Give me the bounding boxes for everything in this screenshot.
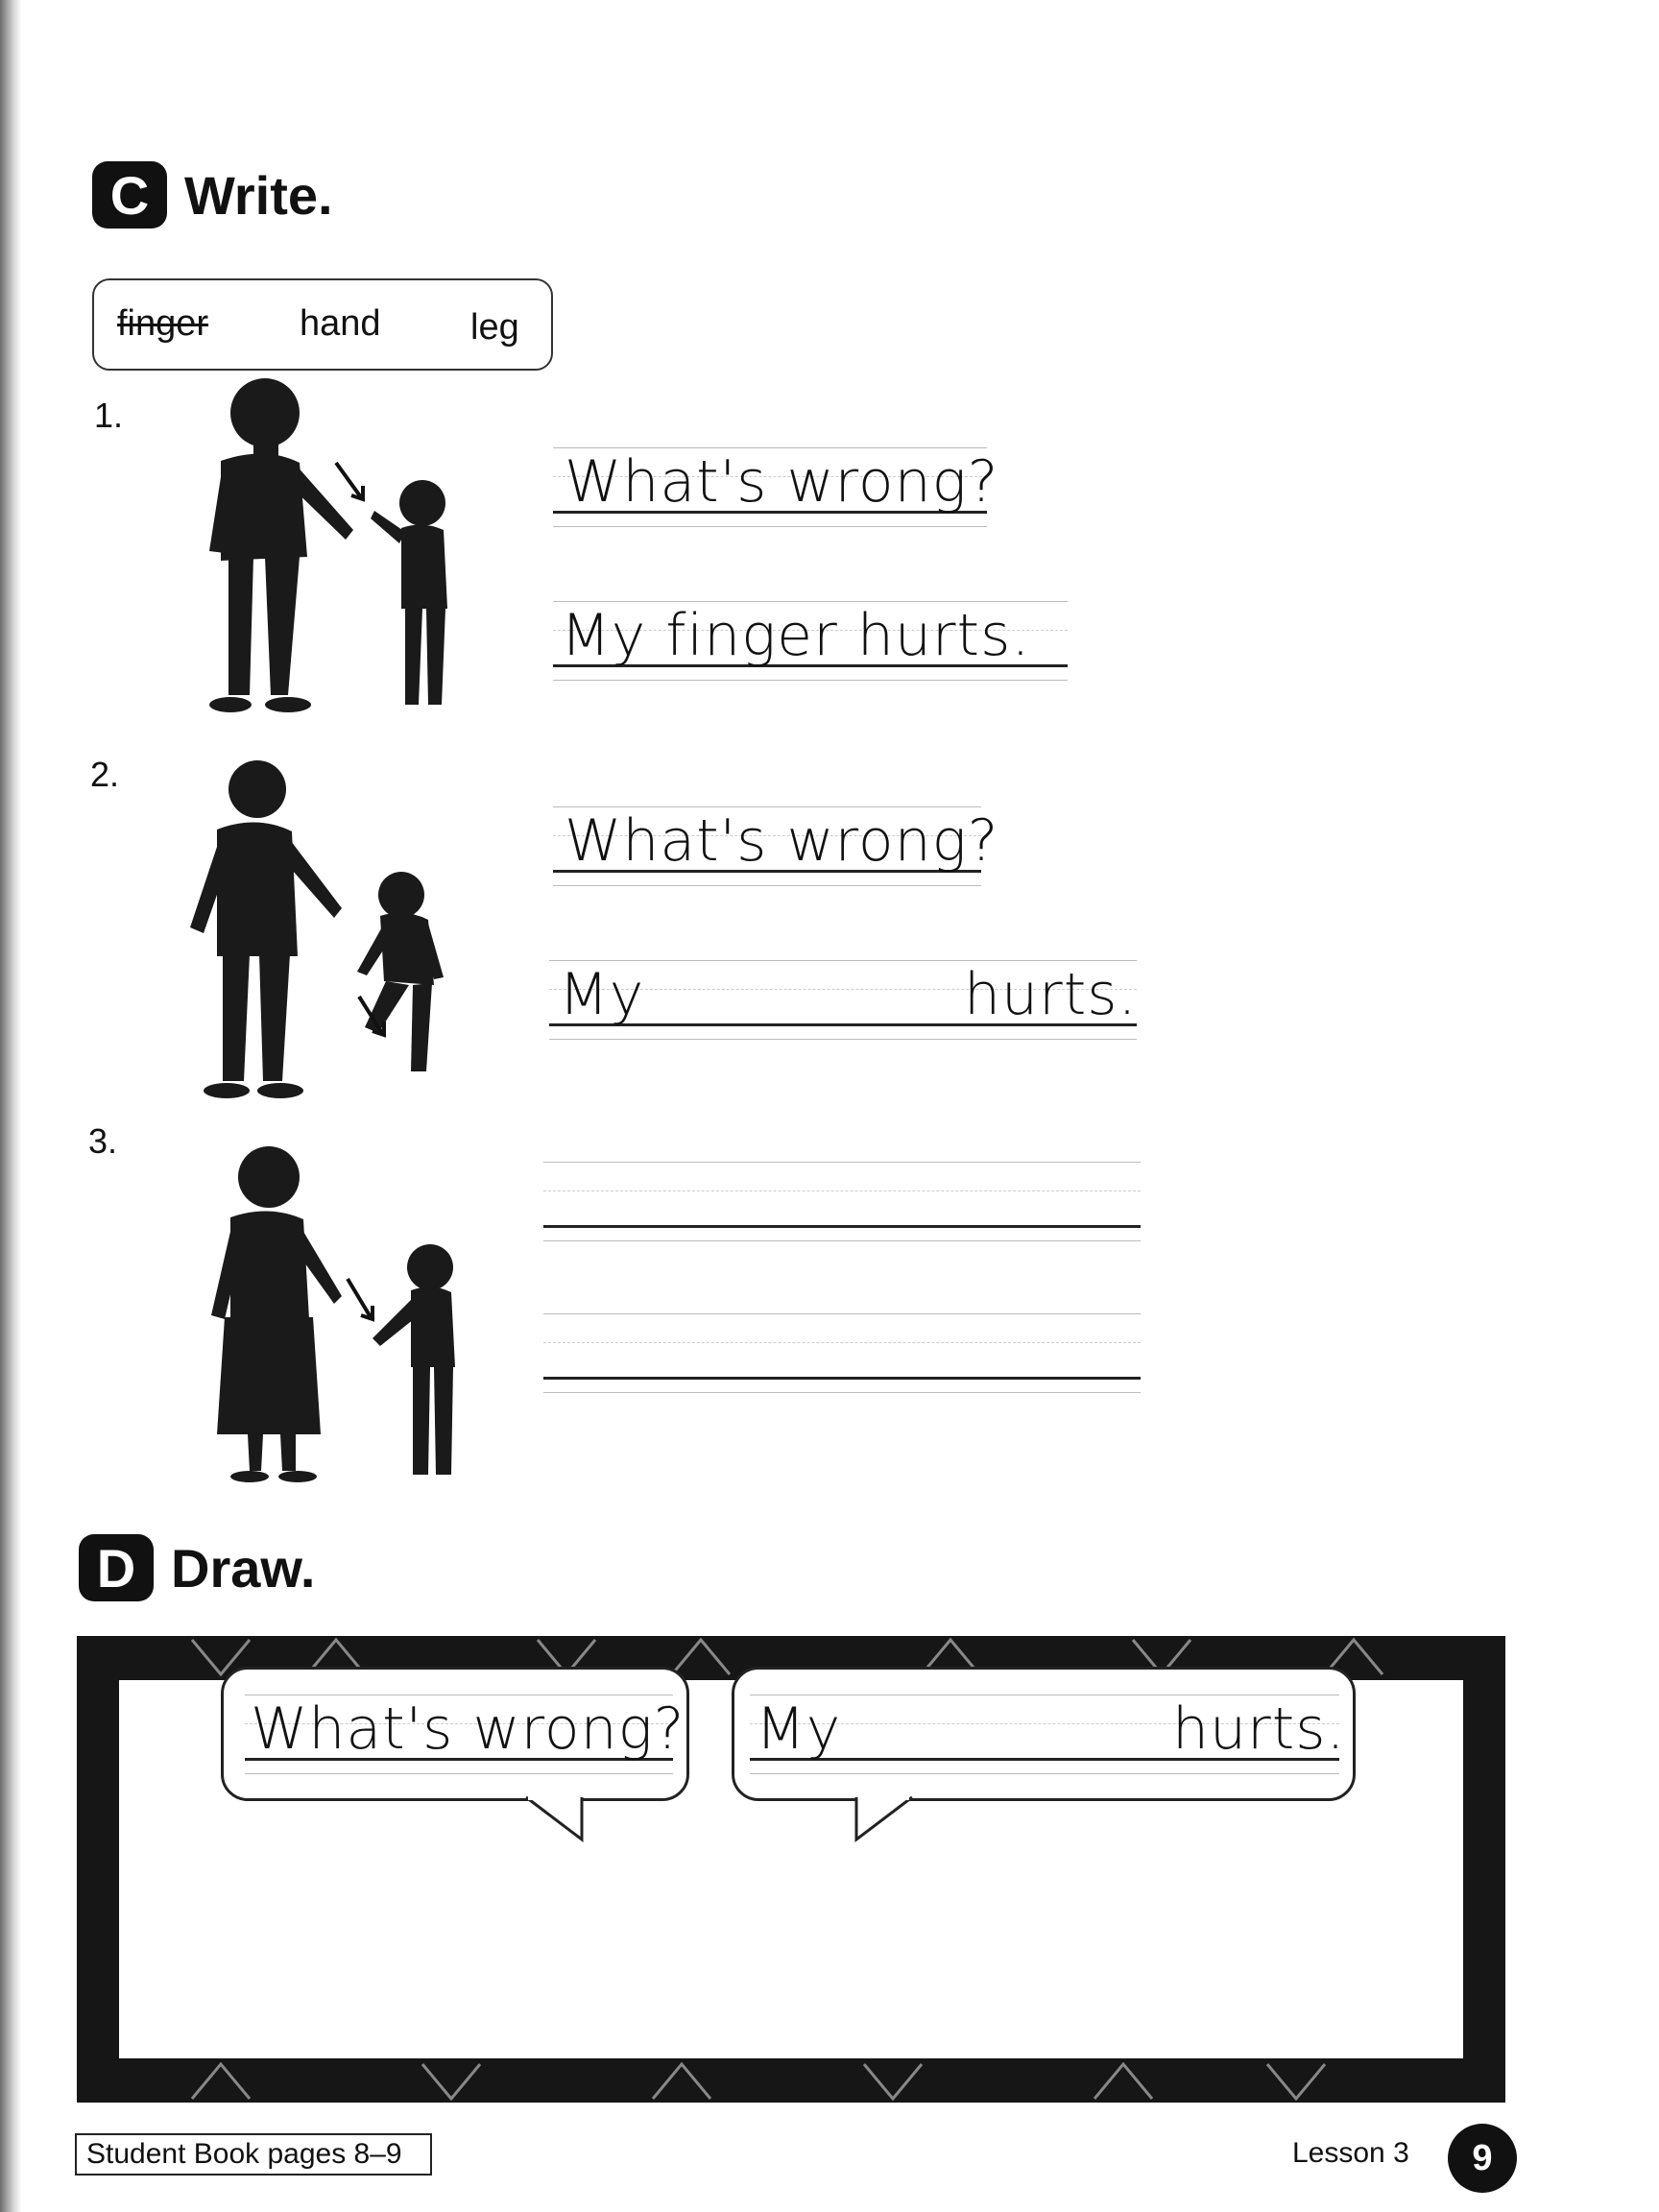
bubble-right-end: hurts.: [1172, 1695, 1346, 1763]
item-1-number: 1.: [94, 396, 124, 435]
student-book-reference: Student Book pages 8–9: [75, 2133, 432, 2176]
bubble-left-text: What's wrong?: [251, 1695, 685, 1763]
adult-figure: [211, 1146, 342, 1482]
word-bank-word-3: leg: [470, 307, 519, 348]
item-3-question-line[interactable]: [543, 1156, 1141, 1242]
speech-bubble-right-tail: [854, 1795, 922, 1843]
item-2-answer-start: My: [559, 961, 645, 1028]
item-1-illustration: [182, 369, 470, 724]
section-c-letter: C: [92, 161, 167, 228]
item-3-answer-line[interactable]: [543, 1308, 1141, 1394]
item-3-illustration: [192, 1137, 480, 1492]
item-1-question-line: [553, 442, 999, 528]
word-bank-word-1: finger: [117, 303, 209, 344]
speech-bubble-right: [732, 1667, 1356, 1801]
arrow-icon: [348, 1279, 371, 1317]
word-bank: [92, 278, 553, 371]
page-edge-shadow: [0, 0, 21, 2212]
speech-bubble-left: [221, 1667, 689, 1801]
lesson-label: Lesson 3: [1292, 2137, 1409, 2169]
item-2-answer-end: hurts.: [964, 961, 1138, 1028]
section-c-title: Write.: [184, 164, 333, 226]
item-2-answer-line[interactable]: [549, 954, 1137, 1041]
adult-figure: [190, 760, 342, 1098]
item-2-illustration: [179, 755, 486, 1100]
item-2-question: What's wrong?: [565, 807, 999, 875]
bubble-right-start: My: [756, 1695, 842, 1763]
child-figure: [371, 480, 447, 705]
arrow-icon: [336, 463, 361, 497]
item-1-answer-line: [553, 595, 1068, 682]
section-c-header: [92, 161, 333, 228]
word-bank-word-2: hand: [300, 303, 381, 344]
child-figure: [357, 872, 444, 1071]
item-1-question: What's wrong?: [565, 448, 999, 516]
item-2-question-line: [553, 801, 999, 887]
section-d-title: Draw.: [171, 1537, 316, 1599]
child-figure: [373, 1244, 455, 1475]
item-1-answer: My finger hurts.: [561, 602, 1031, 669]
section-d-letter: D: [79, 1534, 154, 1601]
item-3-number: 3.: [88, 1121, 118, 1161]
page-number: 9: [1448, 2124, 1517, 2193]
speech-bubble-left-tail: [524, 1795, 591, 1843]
adult-figure: [209, 378, 353, 712]
item-2-number: 2.: [90, 755, 120, 794]
section-d-header: [79, 1534, 315, 1601]
